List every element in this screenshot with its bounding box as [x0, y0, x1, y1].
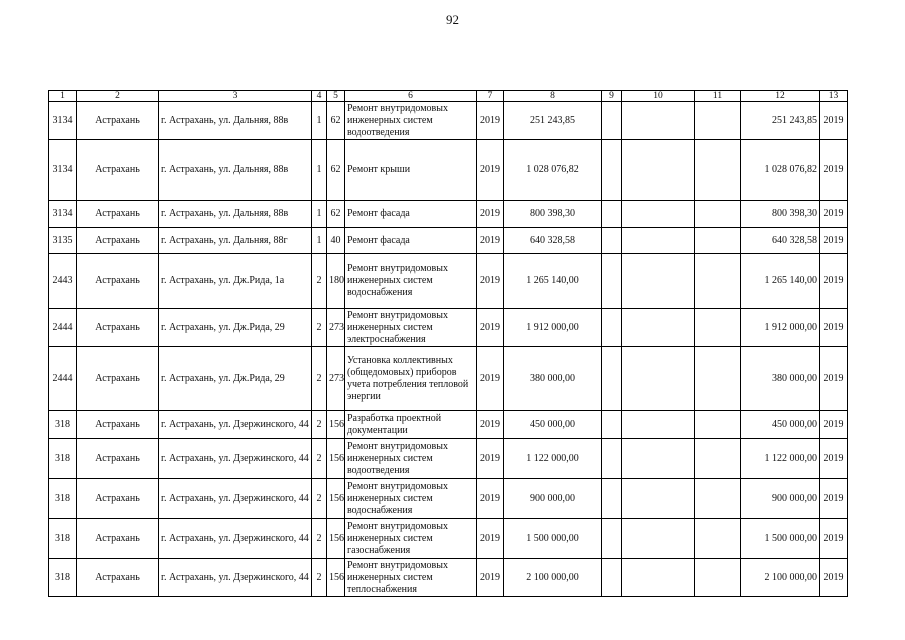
address-cell: г. Астрахань, ул. Дж.Рида, 29 — [159, 309, 312, 347]
col5-cell: 273 — [327, 347, 345, 411]
completion-year-cell: 2019 — [820, 228, 848, 254]
cost-cell: 900 000,00 — [504, 479, 602, 519]
col5-cell: 156 — [327, 479, 345, 519]
address-cell: г. Астрахань, ул. Дзержинского, 44 — [159, 559, 312, 597]
address-cell: г. Астрахань, ул. Дж.Рида, 29 — [159, 347, 312, 411]
col5-cell: 156 — [327, 411, 345, 439]
work-type-cell: Ремонт внутридомовых инженерных систем водоотведения — [345, 102, 477, 140]
table-row — [49, 140, 848, 201]
municipality-cell: Астрахань — [77, 559, 159, 597]
column-number-7: 7 — [477, 91, 504, 102]
col4-cell: 2 — [312, 309, 327, 347]
cost-cell: 380 000,00 — [504, 347, 602, 411]
year-cell: 2019 — [477, 309, 504, 347]
work-type-cell: Ремонт внутридомовых инженерных систем теплоснабжения — [345, 559, 477, 597]
address-cell: г. Астрахань, ул. Дзержинского, 44 — [159, 411, 312, 439]
col4-cell: 1 — [312, 201, 327, 228]
col11-cell — [695, 411, 741, 439]
col4-cell: 2 — [312, 439, 327, 479]
total-cost-cell: 1 912 000,00 — [741, 309, 820, 347]
completion-year-cell: 2019 — [820, 309, 848, 347]
municipality-cell: Астрахань — [77, 309, 159, 347]
address-cell: г. Астрахань, ул. Дзержинского, 44 — [159, 479, 312, 519]
year-cell: 2019 — [477, 411, 504, 439]
col11-cell — [695, 228, 741, 254]
col11-cell — [695, 309, 741, 347]
column-number-6: 6 — [345, 91, 477, 102]
record-id-cell: 318 — [49, 411, 77, 439]
municipality-cell: Астрахань — [77, 479, 159, 519]
col11-cell — [695, 519, 741, 559]
work-type-cell: Установка коллективных (общедомовых) приборов учета потребления тепловой энергии — [345, 347, 477, 411]
table-row — [49, 228, 848, 254]
column-number-11: 11 — [695, 91, 741, 102]
municipality-cell: Астрахань — [77, 347, 159, 411]
column-number-8: 8 — [504, 91, 602, 102]
year-cell: 2019 — [477, 254, 504, 309]
col10-cell — [622, 254, 695, 309]
table-row — [49, 201, 848, 228]
address-cell: г. Астрахань, ул. Дальняя, 88в — [159, 102, 312, 140]
col10-cell — [622, 559, 695, 597]
completion-year-cell: 2019 — [820, 519, 848, 559]
work-type-cell: Ремонт внутридомовых инженерных систем водоотведения — [345, 439, 477, 479]
table-row — [49, 347, 848, 411]
work-type-cell: Ремонт фасада — [345, 228, 477, 254]
col9-cell — [602, 140, 622, 201]
table-row — [49, 254, 848, 309]
completion-year-cell: 2019 — [820, 347, 848, 411]
work-type-cell: Ремонт внутридомовых инженерных систем водоснабжения — [345, 479, 477, 519]
total-cost-cell: 450 000,00 — [741, 411, 820, 439]
municipality-cell: Астрахань — [77, 201, 159, 228]
total-cost-cell: 1 500 000,00 — [741, 519, 820, 559]
table-row — [49, 439, 848, 479]
completion-year-cell: 2019 — [820, 140, 848, 201]
col5-cell: 180 — [327, 254, 345, 309]
total-cost-cell: 1 265 140,00 — [741, 254, 820, 309]
col10-cell — [622, 519, 695, 559]
record-id-cell: 318 — [49, 559, 77, 597]
col10-cell — [622, 479, 695, 519]
municipality-cell: Астрахань — [77, 439, 159, 479]
record-id-cell: 2443 — [49, 254, 77, 309]
col4-cell: 2 — [312, 479, 327, 519]
col10-cell — [622, 347, 695, 411]
year-cell: 2019 — [477, 559, 504, 597]
cost-cell: 2 100 000,00 — [504, 559, 602, 597]
col9-cell — [602, 254, 622, 309]
municipality-cell: Астрахань — [77, 254, 159, 309]
repair-program-table — [48, 90, 848, 597]
record-id-cell: 3135 — [49, 228, 77, 254]
col10-cell — [622, 140, 695, 201]
record-id-cell: 3134 — [49, 102, 77, 140]
col9-cell — [602, 519, 622, 559]
col10-cell — [622, 102, 695, 140]
column-number-9: 9 — [602, 91, 622, 102]
record-id-cell: 2444 — [49, 347, 77, 411]
year-cell: 2019 — [477, 102, 504, 140]
total-cost-cell: 1 122 000,00 — [741, 439, 820, 479]
col11-cell — [695, 201, 741, 228]
column-number-12: 12 — [741, 91, 820, 102]
col5-cell: 156 — [327, 559, 345, 597]
col10-cell — [622, 228, 695, 254]
record-id-cell: 2444 — [49, 309, 77, 347]
completion-year-cell: 2019 — [820, 559, 848, 597]
completion-year-cell: 2019 — [820, 411, 848, 439]
work-type-cell: Ремонт внутридомовых инженерных систем водоснабжения — [345, 254, 477, 309]
cost-cell: 1 122 000,00 — [504, 439, 602, 479]
col5-cell: 62 — [327, 102, 345, 140]
col9-cell — [602, 347, 622, 411]
col5-cell: 273 — [327, 309, 345, 347]
col9-cell — [602, 201, 622, 228]
year-cell: 2019 — [477, 347, 504, 411]
cost-cell: 1 028 076,82 — [504, 140, 602, 201]
record-id-cell: 318 — [49, 519, 77, 559]
page-number: 92 — [446, 12, 459, 27]
column-number-10: 10 — [622, 91, 695, 102]
work-type-cell: Ремонт внутридомовых инженерных систем электроснабжения — [345, 309, 477, 347]
total-cost-cell: 380 000,00 — [741, 347, 820, 411]
cost-cell: 251 243,85 — [504, 102, 602, 140]
record-id-cell: 318 — [49, 439, 77, 479]
completion-year-cell: 2019 — [820, 201, 848, 228]
year-cell: 2019 — [477, 519, 504, 559]
year-cell: 2019 — [477, 201, 504, 228]
completion-year-cell: 2019 — [820, 479, 848, 519]
completion-year-cell: 2019 — [820, 439, 848, 479]
col9-cell — [602, 439, 622, 479]
col11-cell — [695, 254, 741, 309]
completion-year-cell: 2019 — [820, 254, 848, 309]
table-row — [49, 519, 848, 559]
cost-cell: 450 000,00 — [504, 411, 602, 439]
table-row — [49, 102, 848, 140]
completion-year-cell: 2019 — [820, 102, 848, 140]
record-id-cell: 318 — [49, 479, 77, 519]
col11-cell — [695, 559, 741, 597]
cost-cell: 640 328,58 — [504, 228, 602, 254]
col4-cell: 1 — [312, 140, 327, 201]
address-cell: г. Астрахань, ул. Дальняя, 88в — [159, 140, 312, 201]
total-cost-cell: 251 243,85 — [741, 102, 820, 140]
year-cell: 2019 — [477, 228, 504, 254]
record-id-cell: 3134 — [49, 201, 77, 228]
column-number-1: 1 — [49, 91, 77, 102]
cost-cell: 1 500 000,00 — [504, 519, 602, 559]
col4-cell: 1 — [312, 228, 327, 254]
work-type-cell: Ремонт фасада — [345, 201, 477, 228]
municipality-cell: Астрахань — [77, 140, 159, 201]
municipality-cell: Астрахань — [77, 519, 159, 559]
col4-cell: 1 — [312, 102, 327, 140]
column-number-4: 4 — [312, 91, 327, 102]
address-cell: г. Астрахань, ул. Дальняя, 88г — [159, 228, 312, 254]
col4-cell: 2 — [312, 254, 327, 309]
municipality-cell: Астрахань — [77, 411, 159, 439]
work-type-cell: Ремонт внутридомовых инженерных систем газоснабжения — [345, 519, 477, 559]
address-cell: г. Астрахань, ул. Дж.Рида, 1а — [159, 254, 312, 309]
column-number-5: 5 — [327, 91, 345, 102]
col11-cell — [695, 102, 741, 140]
work-type-cell: Ремонт крыши — [345, 140, 477, 201]
col5-cell: 40 — [327, 228, 345, 254]
total-cost-cell: 800 398,30 — [741, 201, 820, 228]
col10-cell — [622, 439, 695, 479]
col11-cell — [695, 479, 741, 519]
col10-cell — [622, 309, 695, 347]
total-cost-cell: 900 000,00 — [741, 479, 820, 519]
year-cell: 2019 — [477, 140, 504, 201]
col4-cell: 2 — [312, 559, 327, 597]
col5-cell: 156 — [327, 439, 345, 479]
total-cost-cell: 640 328,58 — [741, 228, 820, 254]
municipality-cell: Астрахань — [77, 228, 159, 254]
table-row — [49, 559, 848, 597]
col5-cell: 62 — [327, 201, 345, 228]
cost-cell: 800 398,30 — [504, 201, 602, 228]
col9-cell — [602, 559, 622, 597]
table-row — [49, 309, 848, 347]
col9-cell — [602, 411, 622, 439]
col4-cell: 2 — [312, 347, 327, 411]
table-row — [49, 479, 848, 519]
col10-cell — [622, 201, 695, 228]
column-number-2: 2 — [77, 91, 159, 102]
address-cell: г. Астрахань, ул. Дзержинского, 44 — [159, 439, 312, 479]
col5-cell: 62 — [327, 140, 345, 201]
municipality-cell: Астрахань — [77, 102, 159, 140]
column-number-13: 13 — [820, 91, 848, 102]
col11-cell — [695, 347, 741, 411]
col11-cell — [695, 140, 741, 201]
column-number-row — [49, 91, 848, 102]
total-cost-cell: 2 100 000,00 — [741, 559, 820, 597]
cost-cell: 1 912 000,00 — [504, 309, 602, 347]
record-id-cell: 3134 — [49, 140, 77, 201]
col11-cell — [695, 439, 741, 479]
cost-cell: 1 265 140,00 — [504, 254, 602, 309]
table-row — [49, 411, 848, 439]
col9-cell — [602, 228, 622, 254]
col9-cell — [602, 309, 622, 347]
col4-cell: 2 — [312, 519, 327, 559]
col5-cell: 156 — [327, 519, 345, 559]
col4-cell: 2 — [312, 411, 327, 439]
work-type-cell: Разработка проектной документации — [345, 411, 477, 439]
col9-cell — [602, 102, 622, 140]
column-number-3: 3 — [159, 91, 312, 102]
address-cell: г. Астрахань, ул. Дальняя, 88в — [159, 201, 312, 228]
address-cell: г. Астрахань, ул. Дзержинского, 44 — [159, 519, 312, 559]
col9-cell — [602, 479, 622, 519]
col10-cell — [622, 411, 695, 439]
total-cost-cell: 1 028 076,82 — [741, 140, 820, 201]
year-cell: 2019 — [477, 439, 504, 479]
year-cell: 2019 — [477, 479, 504, 519]
